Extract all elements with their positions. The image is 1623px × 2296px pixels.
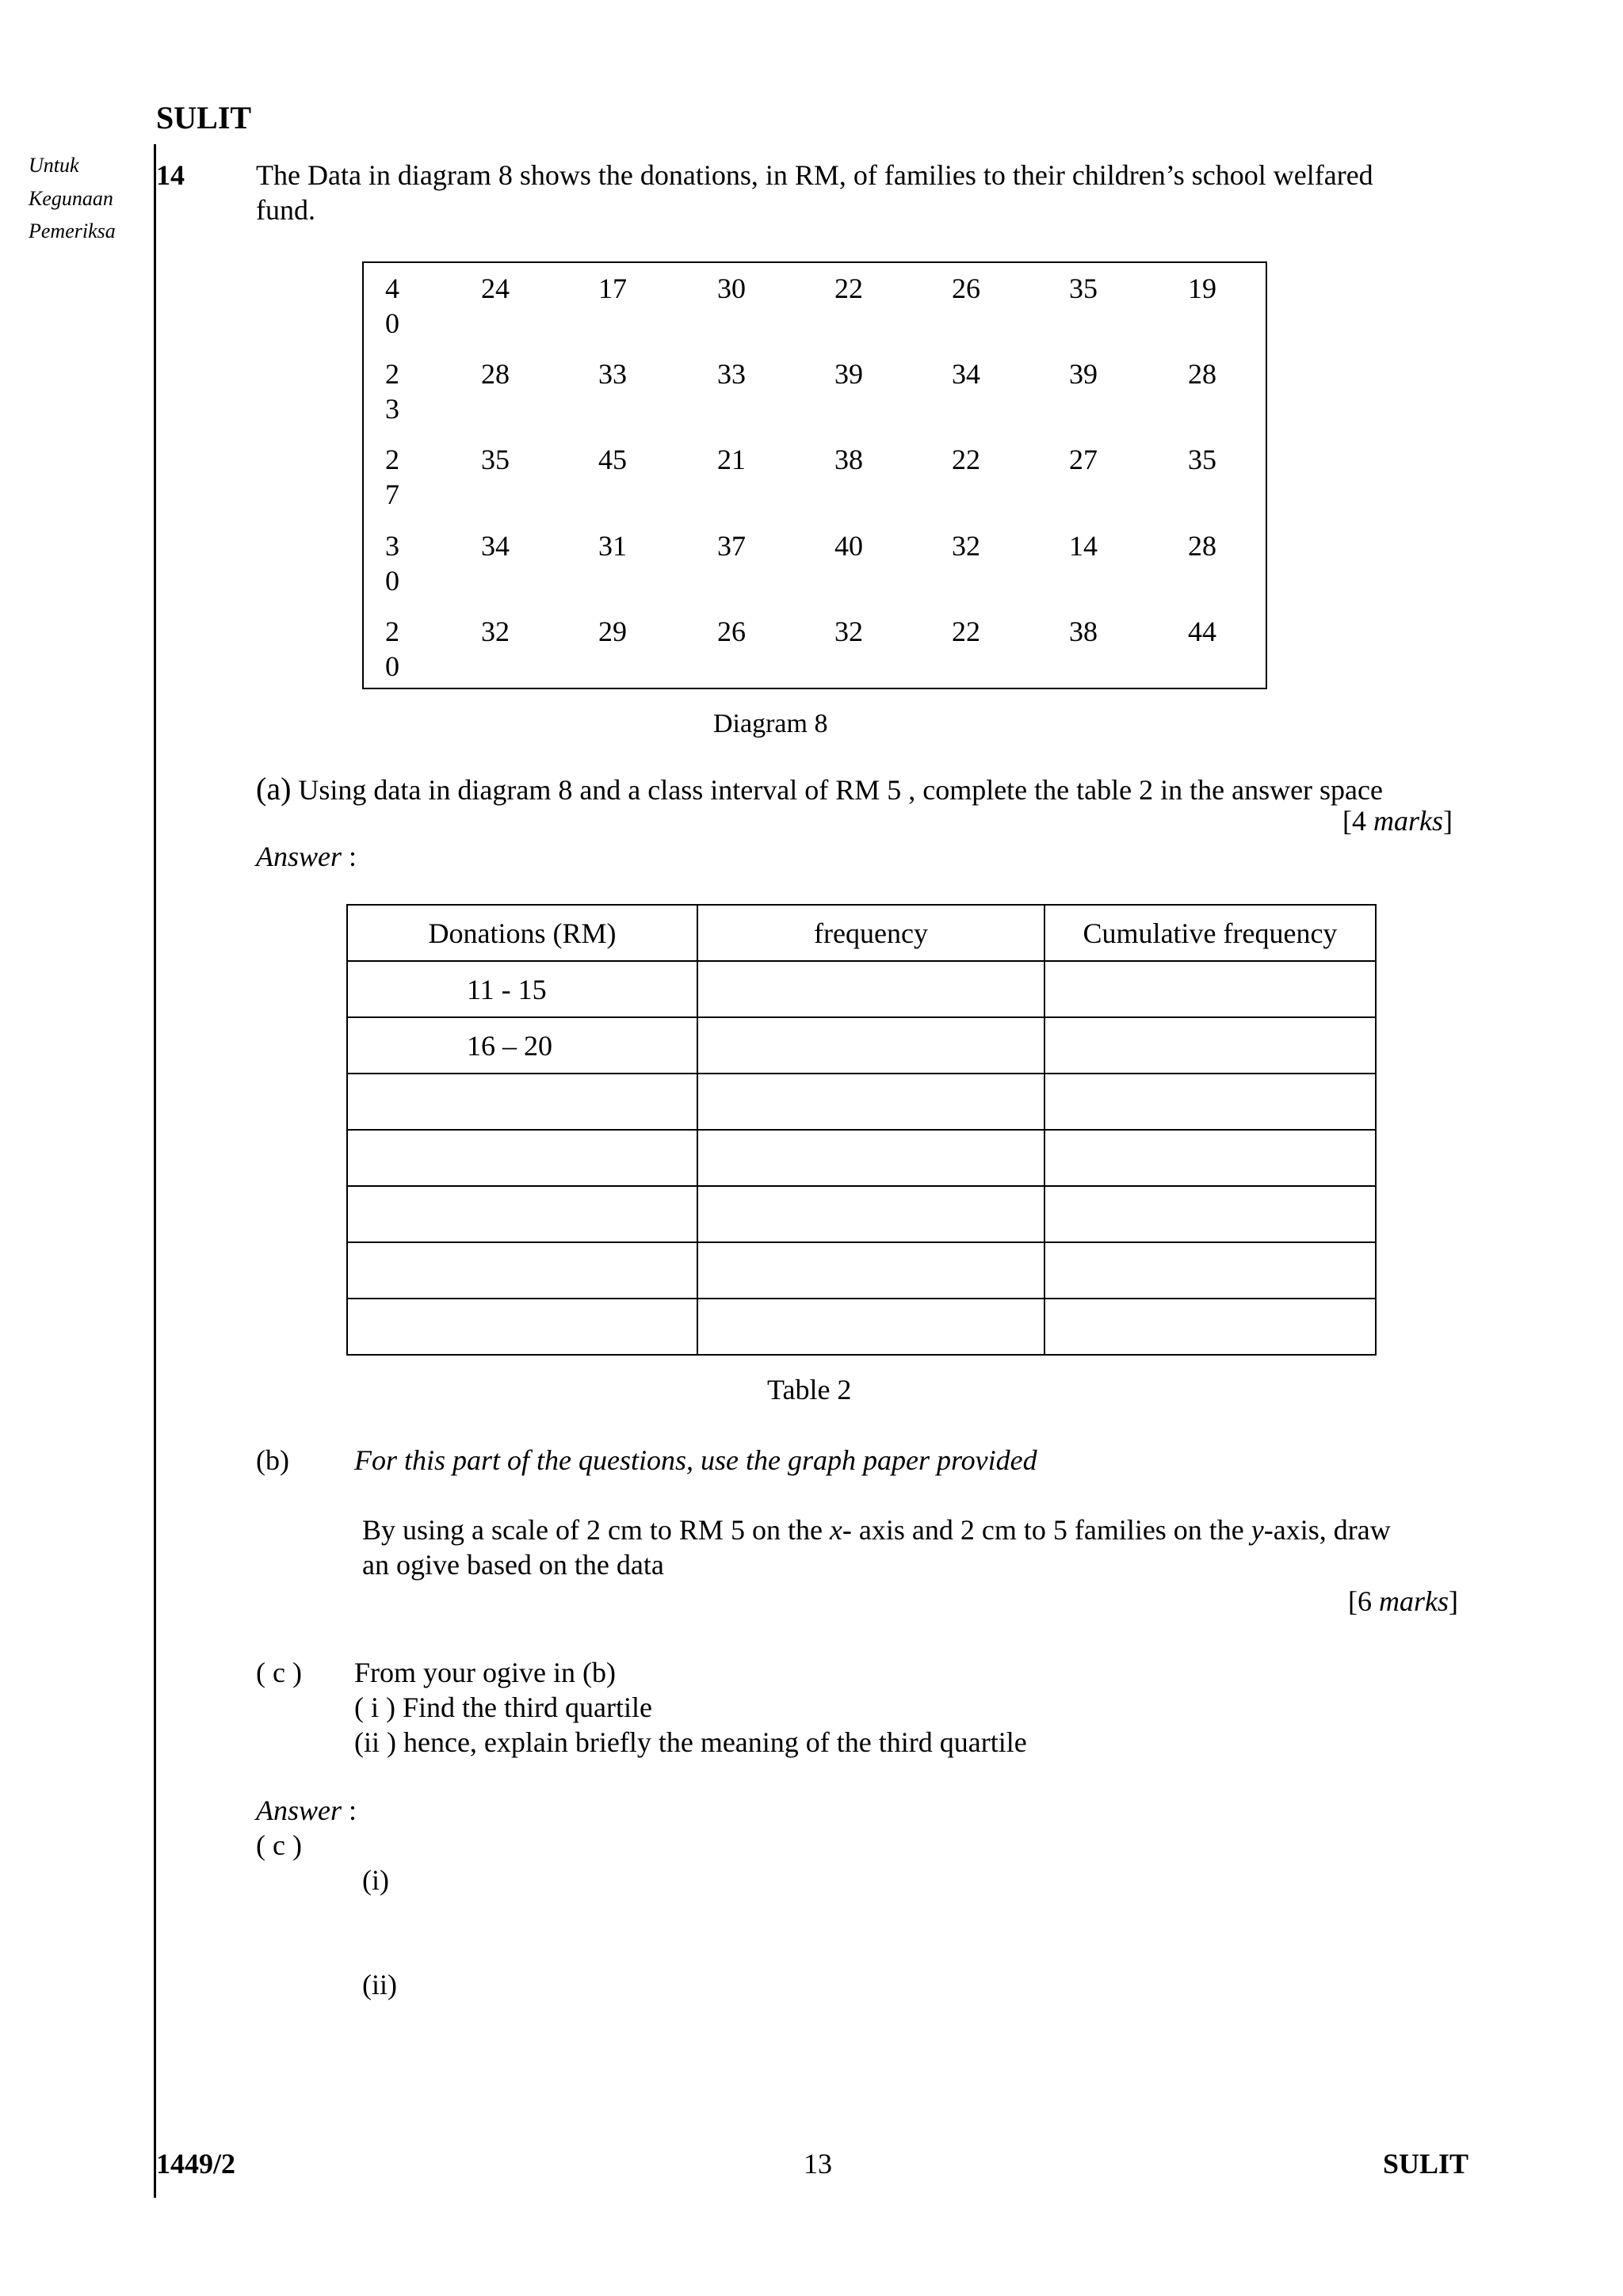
- question-intro-line1: The Data in diagram 8 shows the donations, in RM, of families to their children’s school welfared: [256, 159, 1373, 191]
- examiner-side-note: [29, 149, 116, 248]
- frequency-cell[interactable]: [697, 1074, 1044, 1130]
- diagram-caption: Diagram 8: [713, 709, 828, 738]
- frequency-cell[interactable]: [697, 1130, 1044, 1186]
- table-row: [347, 1130, 1376, 1186]
- data-value: 26: [952, 273, 980, 304]
- answer-ii-label: (ii): [362, 1969, 397, 2000]
- frequency-cell[interactable]: [697, 1186, 1044, 1242]
- data-value: 28: [1188, 530, 1216, 562]
- table-header-row: [347, 905, 1376, 961]
- cumulative-frequency-cell[interactable]: [1044, 1130, 1376, 1186]
- part-a-question: [256, 770, 1383, 808]
- part-c-label: ( c ): [256, 1657, 302, 1688]
- table-row: [347, 961, 1376, 1017]
- side-note-line: Kegunaan: [29, 186, 113, 210]
- header-frequency: frequency: [697, 905, 1044, 961]
- data-value: 44: [1188, 616, 1216, 647]
- data-value: 33: [598, 358, 627, 390]
- data-value: 39: [834, 358, 863, 390]
- table-row: [347, 1074, 1376, 1130]
- answer-i-label: (i): [362, 1864, 389, 1896]
- cumulative-frequency-cell[interactable]: [1044, 1074, 1376, 1130]
- cumulative-frequency-cell[interactable]: [1044, 1242, 1376, 1299]
- part-b-text-line1: [362, 1513, 1391, 1547]
- part-b-text-line2: an ogive based on the data: [362, 1549, 664, 1581]
- part-a-text: Using data in diagram 8 and a class interval of RM 5 , complete the table 2 in the answer space: [291, 774, 1383, 806]
- class-interval-cell[interactable]: 11 - 15: [347, 961, 697, 1017]
- part-c-line1: From your ogive in (b): [354, 1657, 616, 1688]
- data-value: 35: [1188, 444, 1216, 475]
- table-row: [347, 1242, 1376, 1299]
- part-c-sub-i: ( i ) Find the third quartile: [354, 1691, 652, 1723]
- data-value: 34: [481, 530, 510, 562]
- question-number: 14: [156, 159, 185, 191]
- data-value: 45: [598, 444, 627, 475]
- frequency-cell[interactable]: [697, 961, 1044, 1017]
- data-value: 32: [834, 616, 863, 647]
- table-row: [347, 1017, 1376, 1074]
- footer-sulit: SULIT: [1383, 2148, 1469, 2180]
- y-axis-variable: y: [1251, 1514, 1264, 1546]
- part-b-text-segment: -axis, draw: [1263, 1514, 1391, 1546]
- part-b-label: (b): [256, 1444, 289, 1476]
- part-a-answer-label: [256, 840, 357, 874]
- data-value: 22: [834, 273, 863, 304]
- data-value: 38: [834, 444, 863, 475]
- part-c-answer-label: [256, 1794, 357, 1828]
- part-a-label: (a): [256, 771, 292, 807]
- frequency-cell[interactable]: [697, 1299, 1044, 1355]
- data-value-wrapped: 30: [385, 530, 399, 597]
- marks-close: ]: [1443, 805, 1453, 837]
- marks-close: ]: [1449, 1585, 1458, 1617]
- answer-colon: :: [342, 1794, 357, 1826]
- header-donations: Donations (RM): [347, 905, 697, 961]
- class-interval-cell[interactable]: 16 – 20: [347, 1017, 697, 1074]
- marks-open: [4: [1342, 805, 1373, 837]
- marks-word: marks: [1373, 805, 1443, 837]
- data-value-wrapped: 20: [385, 616, 399, 682]
- data-value: 32: [481, 616, 510, 647]
- cumulative-frequency-cell[interactable]: [1044, 1186, 1376, 1242]
- data-value-wrapped: 40: [385, 273, 399, 339]
- data-value: 21: [717, 444, 746, 475]
- part-b-text-segment: By using a scale of 2 cm to RM 5 on the: [362, 1514, 830, 1546]
- class-interval-cell[interactable]: [347, 1242, 697, 1299]
- footer-paper-code: 1449/2: [156, 2148, 236, 2180]
- answer-word: Answer: [256, 841, 342, 872]
- data-value: 22: [952, 444, 980, 475]
- part-b-marks: [1348, 1585, 1458, 1619]
- footer-page-number: 13: [804, 2148, 832, 2180]
- data-value: 32: [952, 530, 980, 562]
- question-intro-line2: fund.: [256, 194, 315, 226]
- data-value: 35: [481, 444, 510, 475]
- data-value: 39: [1069, 358, 1098, 390]
- part-b-instruction: For this part of the questions, use the graph paper provided: [354, 1444, 1037, 1476]
- data-value-wrapped: 23: [385, 358, 399, 425]
- data-value: 17: [598, 273, 627, 304]
- frequency-cell[interactable]: [697, 1017, 1044, 1074]
- table-row: [347, 1299, 1376, 1355]
- side-note-line: Pemeriksa: [29, 219, 116, 243]
- data-value: 31: [598, 530, 627, 562]
- answer-c-label: ( c ): [256, 1829, 302, 1861]
- data-value: 29: [598, 616, 627, 647]
- table-row: [347, 1186, 1376, 1242]
- side-note-line: Untuk: [29, 154, 79, 177]
- cumulative-frequency-cell[interactable]: [1044, 1017, 1376, 1074]
- cumulative-frequency-cell[interactable]: [1044, 961, 1376, 1017]
- answer-colon: :: [342, 841, 357, 872]
- class-interval-cell[interactable]: [347, 1186, 697, 1242]
- data-value: 27: [1069, 444, 1098, 475]
- diagram-8-data-box: [362, 261, 1267, 689]
- data-value: 28: [1188, 358, 1216, 390]
- margin-rule: [154, 144, 156, 2198]
- data-value: 38: [1069, 616, 1098, 647]
- data-value: 34: [952, 358, 980, 390]
- part-c-sub-ii: (ii ) hence, explain briefly the meaning of the third quartile: [354, 1726, 1027, 1758]
- class-interval-cell[interactable]: [347, 1074, 697, 1130]
- data-value: 35: [1069, 273, 1098, 304]
- table-caption: Table 2: [767, 1374, 852, 1405]
- frequency-cell[interactable]: [697, 1242, 1044, 1299]
- data-value: 14: [1069, 530, 1098, 562]
- data-value: 28: [481, 358, 510, 390]
- class-interval-cell[interactable]: [347, 1299, 697, 1355]
- data-value: 19: [1188, 273, 1216, 304]
- part-a-marks: [1342, 804, 1453, 838]
- x-axis-variable: x: [829, 1514, 842, 1546]
- header-sulit: SULIT: [156, 100, 252, 135]
- table-2-frequency: [346, 904, 1377, 1356]
- data-value-wrapped: 27: [385, 444, 399, 510]
- part-b-text-segment: - axis and 2 cm to 5 families on the: [842, 1514, 1251, 1546]
- header-cumulative-frequency: Cumulative frequency: [1044, 905, 1376, 961]
- data-value: 33: [717, 358, 746, 390]
- marks-open: [6: [1348, 1585, 1379, 1617]
- class-interval-cell[interactable]: [347, 1130, 697, 1186]
- answer-word: Answer: [256, 1794, 342, 1826]
- data-value: 37: [717, 530, 746, 562]
- marks-word: marks: [1379, 1585, 1449, 1617]
- cumulative-frequency-cell[interactable]: [1044, 1299, 1376, 1355]
- data-value: 22: [952, 616, 980, 647]
- data-value: 26: [717, 616, 746, 647]
- data-value: 40: [834, 530, 863, 562]
- data-value: 30: [717, 273, 746, 304]
- data-value: 24: [481, 273, 510, 304]
